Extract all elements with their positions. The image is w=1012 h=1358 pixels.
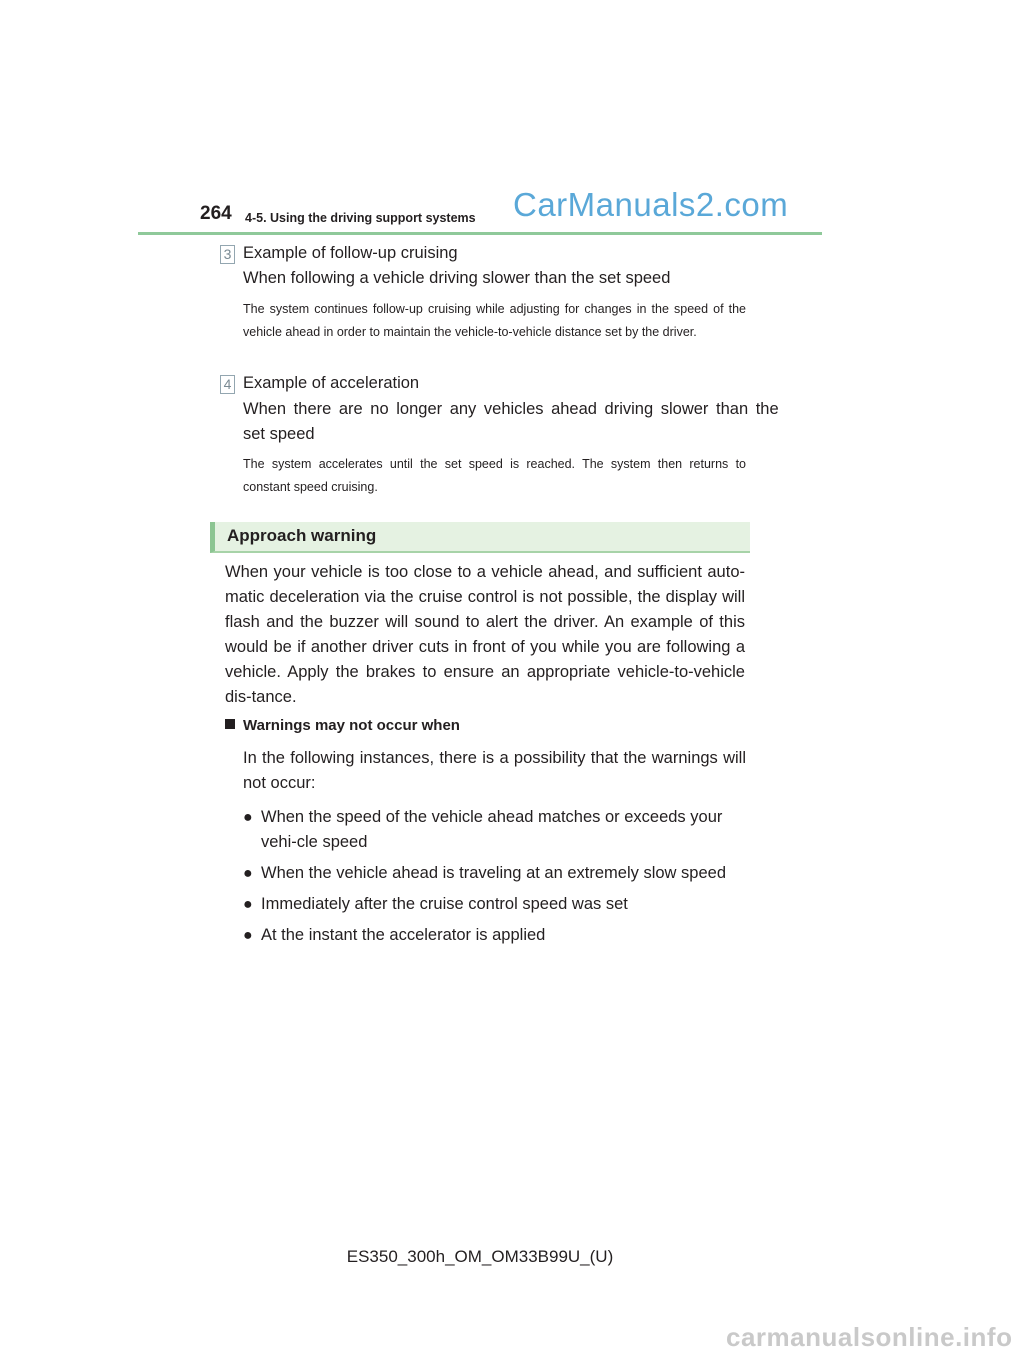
bullet-icon: ● bbox=[243, 809, 253, 826]
warnings-intro: In the following instances, there is a possibility that the warnings will not occur: bbox=[243, 749, 746, 792]
header-rule bbox=[138, 232, 822, 235]
watermark-bottom: carmanualsonline.info bbox=[726, 1322, 1012, 1352]
step-4-note: The system accelerates until the set speed is reached. The system then returns to constant speed cruising. bbox=[243, 457, 746, 494]
step-badge-4: 4 bbox=[220, 375, 235, 394]
bullet-icon: ● bbox=[243, 927, 253, 944]
list-item-text: When the vehicle ahead is traveling at an extremely slow speed bbox=[261, 864, 727, 882]
approach-warning-paragraph: When your vehicle is too close to a vehicle ahead, and sufficient auto-matic deceleration via the cruise control is not possible, the display will flash and the buzzer will sound to alert the driver. An example of this would be if another driver cuts in front of you while you are following a vehicle. Apply the brakes to ensure an appropriate vehicle-to-vehicle dis-tance. bbox=[225, 563, 745, 706]
list-item-text: Immediately after the cruise control speed was set bbox=[261, 895, 628, 913]
step-4-subtitle-cont: set speed bbox=[243, 425, 315, 443]
list-item bbox=[243, 861, 746, 886]
bullet-icon: ● bbox=[243, 865, 253, 882]
list-item bbox=[243, 923, 746, 948]
list-item bbox=[243, 892, 746, 917]
list-item bbox=[243, 805, 746, 855]
section-title: 4-5. Using the driving support systems bbox=[245, 211, 476, 225]
warnings-subheading bbox=[225, 717, 460, 734]
step-3-note: The system continues follow-up cruising while adjusting for changes in the speed of the vehicle ahead in order to maintain the vehicle-to-vehicle distance set by the driver. bbox=[243, 302, 746, 339]
list-item-text: At the instant the accelerator is applied bbox=[261, 926, 546, 944]
step-4-title: Example of acceleration bbox=[243, 374, 420, 392]
step-3-subtitle: When following a vehicle driving slower than the set speed bbox=[243, 269, 671, 287]
list-item-text: When the speed of the vehicle ahead matches or exceeds your vehi-cle speed bbox=[261, 808, 723, 851]
approach-warning-heading bbox=[210, 522, 750, 553]
step-3-title: Example of follow-up cruising bbox=[243, 244, 458, 262]
square-bullet-icon bbox=[225, 719, 235, 729]
step-4-subtitle: When there are no longer any vehicles ahead driving slower than the bbox=[243, 400, 779, 418]
step-badge-3: 3 bbox=[220, 245, 235, 264]
approach-warning-heading-text: Approach warning bbox=[227, 526, 377, 545]
page-number: 264 bbox=[200, 203, 232, 224]
document-code: ES350_300h_OM_OM33B99U_(U) bbox=[346, 1247, 614, 1266]
watermark-top: CarManuals2.com bbox=[513, 186, 789, 223]
bullet-icon: ● bbox=[243, 896, 253, 913]
warnings-subheading-text: Warnings may not occur when bbox=[243, 717, 460, 734]
